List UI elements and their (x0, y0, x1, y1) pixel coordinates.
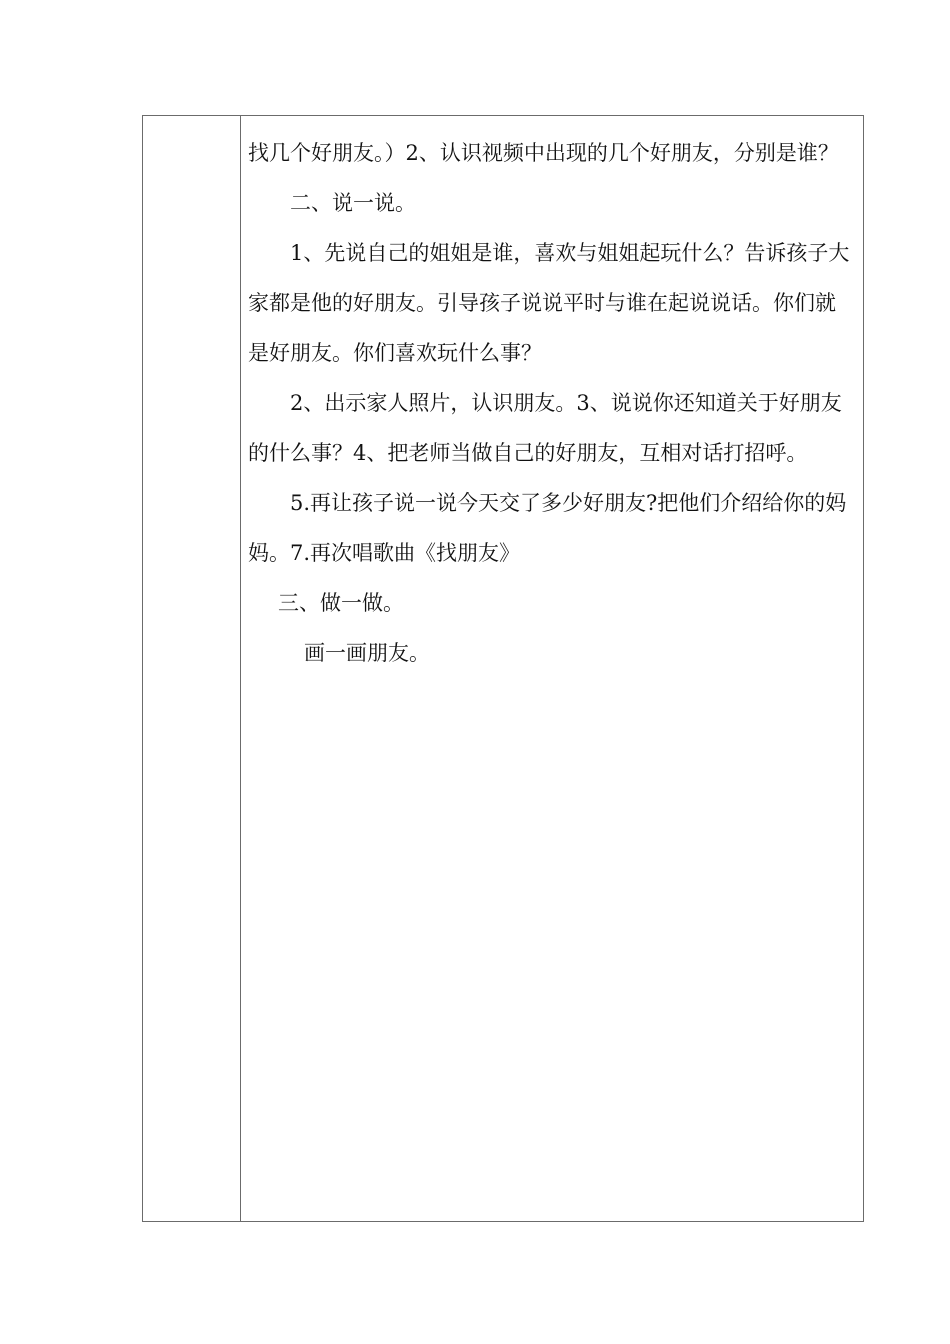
paragraph-sing-song: 5.再让孩子说一说今天交了多少好朋友?把他们介绍给你的妈妈。7.再次唱歌曲《找朋友》 (248, 491, 847, 565)
paragraph-sister: 1、先说自己的姐姐是谁，喜欢与姐姐起玩什么？告诉孩子大家都是他的好朋友。引导孩子说说平时与谁在起说说话。你们就是好朋友。你们喜欢玩什么事？ (248, 241, 850, 365)
paragraph-draw-friend: 画一画朋友。 (304, 641, 430, 665)
section-heading-speak: 二、说一说。 (290, 191, 416, 215)
paragraph-family-photos: 2、出示家人照片，认识朋友。3、说说你还知道关于好朋友的什么事？4、把老师当做自己的好朋友，互相对话打招呼。 (248, 391, 842, 465)
lesson-content (248, 128, 852, 678)
section-heading-do: 三、做一做。 (278, 591, 404, 615)
table-left-cell (143, 116, 241, 1221)
paragraph-video-friends: 找几个好朋友。）2、认识视频中出现的几个好朋友，分别是谁？ (248, 141, 839, 165)
